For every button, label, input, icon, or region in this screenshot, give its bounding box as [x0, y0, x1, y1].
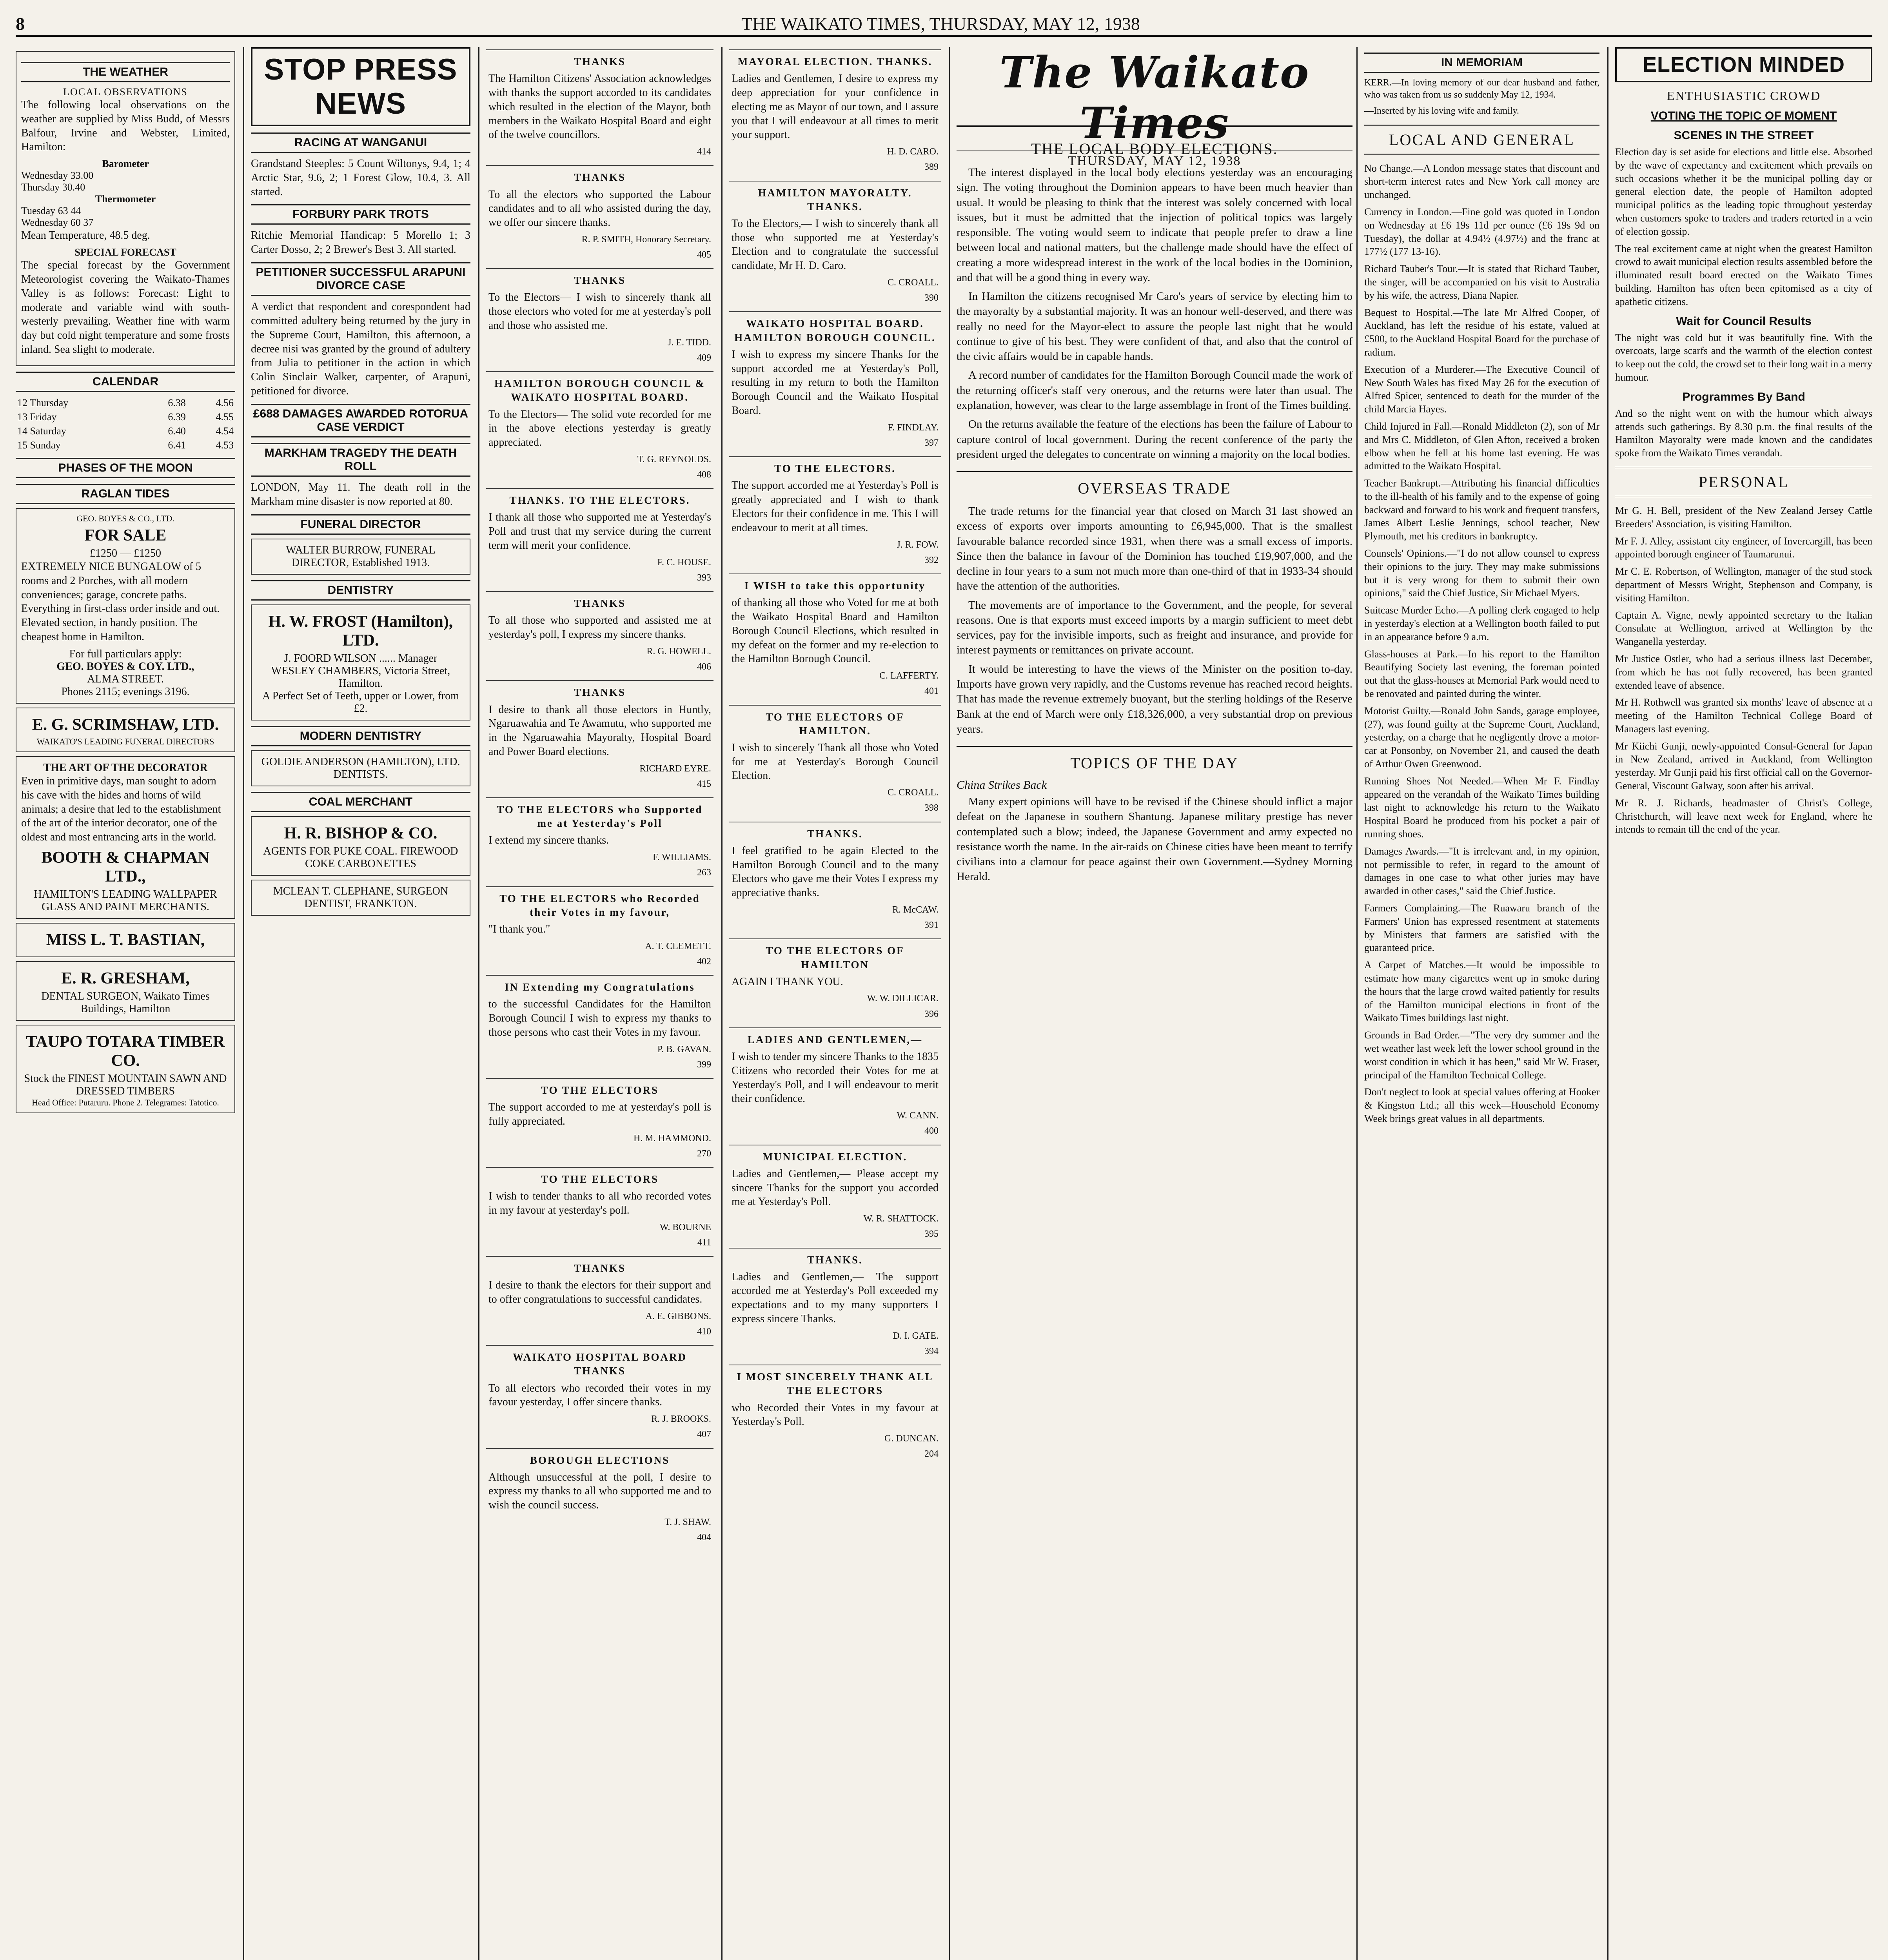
column-rule — [721, 47, 723, 1960]
weather-sub: LOCAL OBSERVATIONS — [63, 86, 188, 98]
news-item: Grounds in Bad Order.—"The very dry summer and the wet weather last week left the lower school ground in the worst condition in which it has been," said Mr W. Fraser, principal of the Hamilton Technical College. — [1364, 1029, 1599, 1081]
decorator-text: Even in primitive days, man sought to adorn his cave with the hides and horns of wild animals; a desire that led to the establishment of the art of the interior decorator, one of the oldest and most entrancing arts in the world. — [21, 775, 221, 844]
thanks-ad: I WISH to take this opportunity of thanking all those who Voted for me at both the Waikato Hospital Board and Hamilton Borough Council Elections, which resulted in my defeat on the former and my re-election to the Hamilton Borough Council. C. LAFFERTY. 401 — [729, 573, 941, 702]
for-sale-phones: Phones 2115; evenings 3196. — [61, 685, 190, 698]
news-item: Counsels' Opinions.—"I do not allow counsel to express their opinions to the jury. They may make submissions but it is very wrong for them to submit their own opinions," said the Chief Justice, Sir Michael Myers. — [1364, 548, 1599, 599]
table-row: 12 Thursday 6.38 4.56 — [17, 397, 234, 408]
editorial-paragraph: It would be interesting to have the views of the Minister on the position to-day. Imports have grown very rapidly, and the Customs revenue has reached record heights. That has made the revenue extremely buoyant, but the sterling holdings of the Reserve Bank at the end of March were only £18,326,000, a very substantial drop on previous years. — [957, 662, 1352, 735]
thanks-ad: HAMILTON MAYORALTY. THANKS. To the Electors,— I wish to sincerely thank all those who supported me at Yesterday's Election and to congratulate the successful candidate, Mr H. D. Caro. C. CROALL. 390 — [729, 181, 941, 309]
decorator-title: THE ART OF THE DECORATOR — [43, 761, 208, 774]
timber-name: TAUPO TOTARA TIMBER CO. — [26, 1033, 225, 1070]
thanks-ad: MUNICIPAL ELECTION. Ladies and Gentlemen,— Please accept my sincere Thanks for the support you accorded me at Yesterday's Poll. W. R. SHATTOCK. 395 — [729, 1145, 941, 1245]
funeral-sub: WAIKATO'S LEADING FUNERAL DIRECTORS — [36, 736, 214, 746]
personal-item: Mr F. J. Alley, assistant city engineer, of Invercargill, has been appointed borough engineer of Taumarunui. — [1615, 535, 1872, 560]
table-row: 13 Friday 6.39 4.55 — [17, 411, 234, 423]
editorial-paragraph: The interest displayed in the local body elections yesterday was an encouraging sign. The voting throughout the Dominion appears to have been much heavier than usual. It would be pleasing to think that the interest was solely concerned with local issues, but it must be admitted that the injection of political topics was largely responsible. The voting would seem to indicate that people prefer to draw a line between local and national matters, but the challenge made should have the effect of creating a more widespread interest in the work of the local bodies in the Dominion, and that will be a good thing in every way. — [957, 166, 1352, 284]
news-item: Teacher Bankrupt.—Attributing his financial difficulties to the ill-health of his family and to the expense of going backward and forward to his work and frequent transfers, James Albert Leslie Jennings, school teacher, New Plymouth, met his creditors in bankruptcy. — [1364, 477, 1599, 542]
column-rule — [1356, 47, 1358, 1960]
coal-title: COAL MERCHANT — [251, 792, 470, 812]
memoriam-text: KERR.—In loving memory of our dear husband and father, who was taken from us so suddenly May 12, 1934. — [1364, 78, 1599, 100]
dentist-sub: DENTAL SURGEON, Waikato Times Buildings, Hamilton — [41, 990, 210, 1015]
personal-item: Mr H. Rothwell was granted six months' leave of absence at a meeting of the Hamilton Technical College Board of Managers last evening. — [1615, 697, 1872, 735]
thanks-ad: IN Extending my Congratulations to the successful Candidates for the Hamilton Borough Council I wish to express my thanks to those persons who cast their Votes in my favour. P. B. GAVAN. 399 — [486, 975, 713, 1076]
thanks-ad: TO THE ELECTORS I wish to tender thanks to all who recorded votes in my favour at yesterday's poll. W. BOURNE 411 — [486, 1167, 713, 1254]
news-item: Motorist Guilty.—Ronald John Sands, garage employee, (27), was found guilty at the Supreme Court, Auckland, yesterday, on a charge that he negligently drove a motor-car at Ponsonby, on November 21, and caused the death of Arthur Owen Greenwood. — [1364, 705, 1599, 770]
dentistry-title: DENTISTRY — [251, 580, 470, 601]
weather-box — [16, 51, 235, 366]
frost-name: H. W. FROST (Hamilton), LTD. — [268, 612, 453, 650]
for-sale-ad — [16, 508, 235, 704]
column-stop-press — [251, 47, 470, 1960]
news-item: Currency in London.—Fine gold was quoted in London on Wednesday at £6 19s 11d per ounce (£6 19s 9d on Tuesday), the dollar at 4.94½ (4.97½) and the franc at 177½ (177 13-16). — [1364, 206, 1599, 258]
thanks-ad: HAMILTON BOROUGH COUNCIL & WAIKATO HOSPITAL BOARD. To the Electors— The solid vote recorded for me in the above elections yesterday is greatly appreciated. T. G. REYNOLDS. 408 — [486, 371, 713, 486]
thanks-ad: THANKS The Hamilton Citizens' Association acknowledges with thanks the support accorded to its candidates which resulted in the election of the Mayor, both members in the Waikato Hospital Board and eight of the twelve councillors. 414 — [486, 49, 713, 163]
thanks-ad: BOROUGH ELECTIONS Although unsuccessful at the poll, I desire to express my thanks to all who supported me and to wish the council success. T. J. SHAW. 404 — [486, 1448, 713, 1549]
divorce-title: PETITIONER SUCCESSFUL ARAPUNI DIVORCE CASE — [251, 262, 470, 296]
damages-title: £688 DAMAGES AWARDED ROTORUA CASE VERDICT — [251, 404, 470, 437]
memoriam-sign: —Inserted by his loving wife and family. — [1364, 106, 1519, 116]
thanks-ad: THANKS. Ladies and Gentlemen,— The support accorded me at Yesterday's Poll exceeded my expectations and to my many supporters I express sincere Thanks. D. I. GATE. 394 — [729, 1248, 941, 1363]
death-text: LONDON, May 11. The death roll in the Markham mine disaster is now reported at 80. — [251, 481, 470, 508]
for-sale-text: EXTREMELY NICE BUNGALOW of 5 rooms and 2 Porches, with all modern conveniences; garage, concrete paths. Everything in first-class order inside and out. Elevated section, in handy position. The cheapest home in Hamilton. — [21, 560, 220, 643]
bastian-ad — [16, 923, 235, 957]
column-thanks-1 — [486, 47, 713, 1960]
bastian-name: MISS L. T. BASTIAN, — [46, 931, 205, 949]
news-item: Child Injured in Fall.—Ronald Middleton (2), son of Mr and Mrs C. Middleton, of Glen Afton, received a broken elbow when he fell at his home last evening. He was admitted to the Waikato Hospital. — [1364, 420, 1599, 472]
mclean-ad: MCLEAN T. CLEPHANE, SURGEON DENTIST, FRANKTON. — [251, 880, 470, 916]
thanks-ad: WAIKATO HOSPITAL BOARD THANKS To all electors who recorded their votes in my favour yesterday, I offer sincere thanks. R. J. BROOKS. 407 — [486, 1345, 713, 1445]
news-item: No Change.—A London message states that discount and short-term interest rates and New York call money are unchanged. — [1364, 162, 1599, 201]
topics-title: TOPICS OF THE DAY — [957, 746, 1352, 772]
election-paragraph: The real excitement came at night when the greatest Hamilton crowd to await municipal election results assembled before the illuminated result board erected on the Waikato Times building. Hamilton has often been epitomised as a city of apathetic citizens. — [1615, 243, 1872, 307]
personal-item: Mr R. J. Richards, headmaster of Christ's College, Christchurch, will leave next week for England, where he intends to remain till the end of the year. — [1615, 797, 1872, 835]
mean-temp: Mean Temperature, 48.5 deg. — [21, 229, 150, 242]
thermo-tue: Tuesday 63 44 — [21, 205, 81, 217]
news-item: A Carpet of Matches.—It would be impossible to estimate how many cigarettes went up in smoke during the hours that the large crowd waited patiently for results of the Hamilton municipal elections in front of the Waikato Times buildings last night. — [1364, 959, 1599, 1024]
thermo-wed: Wednesday 60 37 — [21, 217, 94, 229]
timber-office: Head Office: Putaruru. Phone 2. Telegrames: Tatotico. — [32, 1098, 219, 1108]
personal-item: Captain A. Vigne, newly appointed secretary to the Italian Consulate at Wellington, arrived at Wellington by the Wanganella yesterday. — [1615, 609, 1872, 648]
editorial-paragraph: The trade returns for the financial year that closed on March 31 last showed an excess of exports over imports amounting to £6,945,000. That is the smallest favourable balance recorded since 1931, when there was a small excess of imports. Since then the balance in favour of the Dominion has touched £19,907,000, and the decline in four years to a sum not much more than one-third of that in 1933-34 should have the attention of the authorities. — [957, 505, 1352, 593]
thanks-ad: TO THE ELECTORS. The support accorded me at Yesterday's Poll is greatly appreciated and I wish to thank Electors for their confidence in me. This I will endeavour to merit at all times. J. R. FOW. 392 — [729, 456, 941, 571]
column-rule — [1607, 47, 1608, 1960]
bishop-name: H. R. BISHOP & CO. — [284, 824, 438, 842]
frost-text: A Perfect Set of Teeth, upper or Lower, from £2. — [262, 690, 459, 715]
thanks-ad: THANKS. TO THE ELECTORS. I thank all those who supported me at Yesterday's Poll and trust that my service during the current term will merit your confidence. F. C. HOUSE. 393 — [486, 488, 713, 589]
divorce-text: A verdict that respondent and corespondent had committed adultery being returned by the jury in the Supreme Court, Hamilton, this afternoon, a decree nisi was granted by the ground of adultery from Julia to petitioner in the action in which Colin Sinclair Walker, carpenter, of Arapuni, petitioned for divorce. — [251, 301, 470, 397]
funeral-ad — [16, 708, 235, 752]
election-head: Wait for Council Results — [1676, 314, 1812, 328]
thanks-ad: TO THE ELECTORS OF HAMILTON AGAIN I THANK YOU. W. W. DILLICAR. 396 — [729, 938, 941, 1025]
thanks-ad: WAIKATO HOSPITAL BOARD. HAMILTON BOROUGH COUNCIL. I wish to express my sincere Thanks for the support accorded me at Yesterday's Poll, resulting in my return to both the Hamilton Borough Council and the Waikato Hospital Board. F. FINDLAY. 397 — [729, 311, 941, 454]
editorial-column — [957, 133, 1352, 1960]
barometer-title: Barometer — [102, 158, 149, 170]
news-item: Execution of a Murderer.—The Executive Council of New South Wales has fixed May 26 for the execution of Alfred Spicer, sentenced to death for the murder of the child Marcia Hayes. — [1364, 363, 1599, 415]
personal-item: Mr C. E. Robertson, of Wellington, manager of the stud stock department of Messrs Wright, Stephenson and Company, is visiting Hamilton. — [1615, 566, 1872, 604]
calendar-title: CALENDAR — [16, 372, 235, 392]
trots-title: FORBURY PARK TROTS — [251, 204, 470, 225]
thanks-ad: TO THE ELECTORS who Recorded their Votes in my favour, "I thank you." A. T. CLEMETT. 402 — [486, 886, 713, 973]
bishop-ad — [251, 816, 470, 876]
timber-sub: Stock the FINEST MOUNTAIN SAWN AND DRESSED TIMBERS — [24, 1073, 227, 1098]
news-item: Suitcase Murder Echo.—A polling clerk engaged to help in yesterday's election at a Wellington booth failed to put in an appearance before 9 a.m. — [1364, 604, 1599, 642]
overseas-trade-title: OVERSEAS TRADE — [957, 471, 1352, 497]
editorial-paragraph: On the returns available the feature of the elections has been the failure of Labour to capture control of local government. During the recent conference of the party the president urged the delegates to concentrate on winning a majority on the local bodies. — [957, 418, 1352, 461]
dentist-ad — [16, 961, 235, 1021]
news-item: Glass-houses at Park.—In his report to the Hamilton Beautifying Society last evening, the foreman pointed out that the glass-houses at Memorial Park would need to be renovated and painted during the winter. — [1364, 648, 1599, 700]
editorial-paragraph: The movements are of importance to the Government, and the people, for several reasons. One is that exports must exceed imports by a margin sufficient to meet debt services, pay for the invisible imports, such as freight and insurance, and provide for interest payments or remittances on private account. — [957, 599, 1352, 657]
masthead-date: THURSDAY, MAY 12, 1938 — [957, 151, 1352, 169]
personal-item: Mr Justice Ostler, who had a serious illness last December, from which he has not fully recovered, has been granted extended leave of absence. — [1615, 653, 1872, 691]
news-item: Bequest to Hospital.—The late Mr Alfred Cooper, of Auckland, has left the residue of his estate, valued at £500, to the Auckland Hospital Board for the purchase of radium. — [1364, 307, 1599, 358]
barometer-thu: Thursday 30.40 — [21, 181, 85, 193]
thanks-ad: THANKS I desire to thank the electors for their support and to offer congratulations to successful candidates. A. E. GIBBONS. 410 — [486, 1256, 713, 1343]
page-number: 8 — [16, 13, 25, 34]
bishop-sub: AGENTS FOR PUKE COAL. FIREWOOD COKE CARBONETTES — [263, 845, 458, 870]
weather-heading: THE WEATHER — [21, 62, 230, 82]
racing-title: RACING AT WANGANUI — [251, 132, 470, 153]
column-rule — [243, 47, 244, 1960]
personal-item: Mr Kiichi Gunji, newly-appointed Consul-General for Japan in New Zealand, arrived in Auckland, from Wellington yesterday. Mr Gunji paid his first official call on the Governor-General, Viscount Galway, soon after his arrival. — [1615, 740, 1872, 792]
frost-manager: J. FOORD WILSON ...... Manager — [284, 652, 438, 664]
table-row: 15 Sunday 6.41 4.53 — [17, 439, 234, 451]
masthead-logo: The Waikato Times — [999, 47, 1310, 148]
memoriam-title: IN MEMORIAM — [1364, 53, 1599, 73]
election-sub: ENTHUSIASTIC CROWD — [1667, 89, 1821, 103]
news-item: Farmers Complaining.—The Ruawaru branch of the Farmers' Union has expressed resentment at statements by Ministers that farmers are satisfied with the guaranteed price. — [1364, 902, 1599, 954]
thanks-ad: THANKS To all the electors who supported the Labour candidates and to all who assisted during the day, we offer our sincere thanks. R. P. SMITH, Honorary Secretary. 405 — [486, 165, 713, 266]
news-item: Running Shoes Not Needed.—When Mr F. Findlay appeared on the verandah of the Waikato Times building last night to acknowledge his return to the Waikato Hospital Board he produced from his pocket a pair of running shoes. — [1364, 775, 1599, 840]
editorial-paragraph: In Hamilton the citizens recognised Mr Caro's years of service by electing him to the mayoralty by a substantial majority. It was an honour well-deserved, and there was really no need for the Mayor-elect to assure the people last night that he would continue to give of his best. They were confident of that, and also that the control of the civic affairs would be in capable hands. — [957, 290, 1352, 363]
column-election-minded — [1615, 47, 1872, 1960]
trots-text: Ritchie Memorial Handicap: 5 Morello 1; 3 Carter Dosso, 2; 2 Brewer's Best 3. All started. — [251, 229, 470, 256]
frost-address: WESLEY CHAMBERS, Victoria Street, Hamilton. — [271, 664, 450, 690]
decorator-ad — [16, 756, 235, 919]
thanks-ad: THANKS I desire to thank all those electors in Huntly, Ngaruawahia and Te Awamutu, who supported me in the Ngaruawahia Mayoralty, Hospital Board and Power Board elections. RICHARD EYRE. 415 — [486, 680, 713, 795]
column-thanks-2 — [729, 47, 941, 1960]
editorial-paragraph: Many expert opinions will have to be revised if the Chinese should inflict a major defeat on the Japanese in southern Shantung. Japanese military prestige has never contemplated such a blow; indeed, the Japanese Government and army expected no resistance worth the name. In the air-raids on Chinese cities have been meant to terrify civilians into a clamour for peace against their own Government.—Sydney Morning Herald. — [957, 795, 1352, 883]
election-paragraph: Election day is set aside for elections and little else. Absorbed by the wave of expectancy and excitement which prevails on such occasions whether it be the municipal polling day or general election date, the people of Hamilton adopted municipal politics as the leading topic throughout yesterday when customers spoke to traders and traders retorted in a vein of election gossip. — [1615, 146, 1872, 237]
for-sale-apply: For full particulars apply: — [69, 648, 182, 660]
editorial-title: THE LOCAL BODY ELECTIONS. — [1031, 140, 1278, 158]
booth-name: BOOTH & CHAPMAN LTD., — [41, 849, 210, 886]
election-minded-title: ELECTION MINDED — [1615, 47, 1872, 82]
tides-title: RAGLAN TIDES — [16, 484, 235, 504]
timber-ad — [16, 1025, 235, 1113]
news-item: Richard Tauber's Tour.—It is stated that Richard Tauber, the singer, will be accompanied on his visit to Australia by his wife, the actress, Diana Napier. — [1364, 263, 1599, 301]
calendar-table — [16, 396, 235, 452]
editorial-paragraph: A record number of candidates for the Hamilton Borough Council made the work of the returning officer's staff very onerous, and the returns were later than usual. The explanation, however, was clear to the large assemblage in front of the Times building. — [957, 369, 1352, 412]
election-head: VOTING THE TOPIC OF MOMENT — [1650, 109, 1837, 122]
column-rule — [478, 47, 479, 1960]
weather-intro: The following local observations on the weather are supplied by Miss Budd, of Messrs Balfour, Irvine and Webster, Limited, Hamilton: — [21, 99, 230, 153]
table-row: 14 Saturday 6.40 4.54 — [17, 425, 234, 437]
stop-press-title: STOP PRESS NEWS — [251, 47, 470, 126]
election-paragraph: And so the night went on with the humour which always attends such gatherings. By 8.30 p.m. the final results of the Hamilton Mayoralty were made known and the candidates spoke from the Waikato Times verandah. — [1615, 407, 1872, 459]
thanks-ad: MAYORAL ELECTION. THANKS. Ladies and Gentlemen, I desire to express my deep appreciation for your confidence in electing me as Mayor of our town, and I assure you that I will endeavour at all times to merit your support. H. D. CARO. 389 — [729, 49, 941, 178]
personal-title: PERSONAL — [1615, 467, 1872, 497]
election-head: SCENES IN THE STREET — [1674, 129, 1814, 142]
goldie-ad: GOLDIE ANDERSON (HAMILTON), LTD. DENTISTS. — [251, 750, 470, 786]
thanks-ad: TO THE ELECTORS OF HAMILTON. I wish to sincerely Thank all those who Voted for me at Yesterday's Borough Council Election. C. CROALL. 398 — [729, 705, 941, 819]
barometer-wed: Wednesday 33.00 — [21, 170, 94, 181]
for-sale-title: FOR SALE — [84, 526, 167, 544]
for-sale-street: ALMA STREET. — [87, 673, 164, 685]
funeral-name: E. G. SCRIMSHAW, LTD. — [32, 715, 219, 734]
racing-text: Grandstand Steeples: 5 Count Wiltonys, 9.4, 1; 4 Arctic Star, 9.6, 2; 1 Forest Glow, 10.4, 3. All started. — [251, 158, 470, 198]
advert-text: Don't neglect to look at special values offering at Hooker & Kingston Ltd.; all this week—Household Economy Week brings great values in all departments. — [1364, 1086, 1599, 1124]
column-rule — [949, 47, 950, 1960]
personal-item: Mr G. H. Bell, president of the New Zealand Jersey Cattle Breeders' Association, is visiting Hamilton. — [1615, 505, 1872, 530]
frost-ad — [251, 604, 470, 720]
thanks-ad: TO THE ELECTORS The support accorded to me at yesterday's poll is fully appreciated. H. M. HAMMOND. 270 — [486, 1078, 713, 1165]
thanks-ad: THANKS. I feel gratified to be again Elected to the Hamilton Borough Council and to the many Electors who gave me their Votes I express my appreciative thanks. R. McCAW. 391 — [729, 822, 941, 936]
thanks-ad: THANKS To the Electors— I wish to sincerely thank all those electors who voted for me at yesterday's poll and those who assisted me. J. E. TIDD. 409 — [486, 268, 713, 369]
column-weather — [16, 47, 235, 1960]
thanks-ad: LADIES AND GENTLEMEN,— I wish to tender my sincere Thanks to the 1835 Citizens who recorded their Votes for me at Yesterday's Poll, and I will endeavour to merit their confidence. W. CANN. 400 — [729, 1027, 941, 1142]
news-item: Damages Awards.—"It is irrelevant and, in my opinion, not permissible to refer, in regard to the amount of damages in one case to what other juries may have awarded in other cases," said the Chief Justice. — [1364, 845, 1599, 897]
burrow-ad: WALTER BURROW, FUNERAL DIRECTOR, Established 1913. — [251, 539, 470, 575]
page-header — [16, 12, 1872, 37]
booth-sub: HAMILTON'S LEADING WALLPAPER GLASS AND PAINT MERCHANTS. — [34, 888, 217, 913]
moon-title: PHASES OF THE MOON — [16, 458, 235, 478]
thanks-ad: I MOST SINCERELY THANK ALL THE ELECTORS who Recorded their Votes in my favour at Yesterday's Poll. G. DUNCAN. 204 — [729, 1365, 941, 1465]
local-general-title: LOCAL AND GENERAL — [1364, 125, 1599, 155]
for-sale-price: £1250 — £1250 — [90, 547, 161, 559]
thermometer-title: Thermometer — [95, 193, 156, 205]
for-sale-firm: GEO. BOYES & COY. LTD., — [56, 660, 194, 673]
funeral-director-title: FUNERAL DIRECTOR — [251, 514, 470, 535]
shop-name: GEO. BOYES & CO., LTD. — [76, 513, 174, 523]
topics-subhead: China Strikes Back — [957, 779, 1047, 792]
dentist-name: E. R. GRESHAM, — [61, 969, 190, 988]
forecast-text: The special forecast by the Government Meteorologist covering the Waikato-Thames Valley is as follows: Forecast: Light to moderate and variable wind with south-westerly prevailing. Weather fine with warm day but cold night temperature and some frosts inland. Sea slight to moderate. — [21, 259, 230, 356]
masthead-line: THE WAIKATO TIMES, THURSDAY, MAY 12, 1938 — [741, 13, 1140, 34]
thanks-ad: THANKS To all those who supported and assisted me at yesterday's poll, I express my sincere thanks. R. G. HOWELL. 406 — [486, 591, 713, 678]
death-title: MARKHAM TRAGEDY THE DEATH ROLL — [251, 443, 470, 477]
modern-dentistry-title: MODERN DENTISTRY — [251, 726, 470, 746]
forecast-title: SPECIAL FORECAST — [74, 247, 176, 258]
column-local-general — [1364, 47, 1599, 1960]
thanks-ad: TO THE ELECTORS who Supported me at Yesterday's Poll I extend my sincere thanks. F. WILLIAMS. 263 — [486, 797, 713, 884]
election-paragraph: The night was cold but it was beautifully fine. With the overcoats, large scarfs and the warmth of the election contest to keep out the cold, the crowd set to their long wait in a merry humour. — [1615, 332, 1872, 383]
election-head: Programmes By Band — [1682, 390, 1805, 403]
